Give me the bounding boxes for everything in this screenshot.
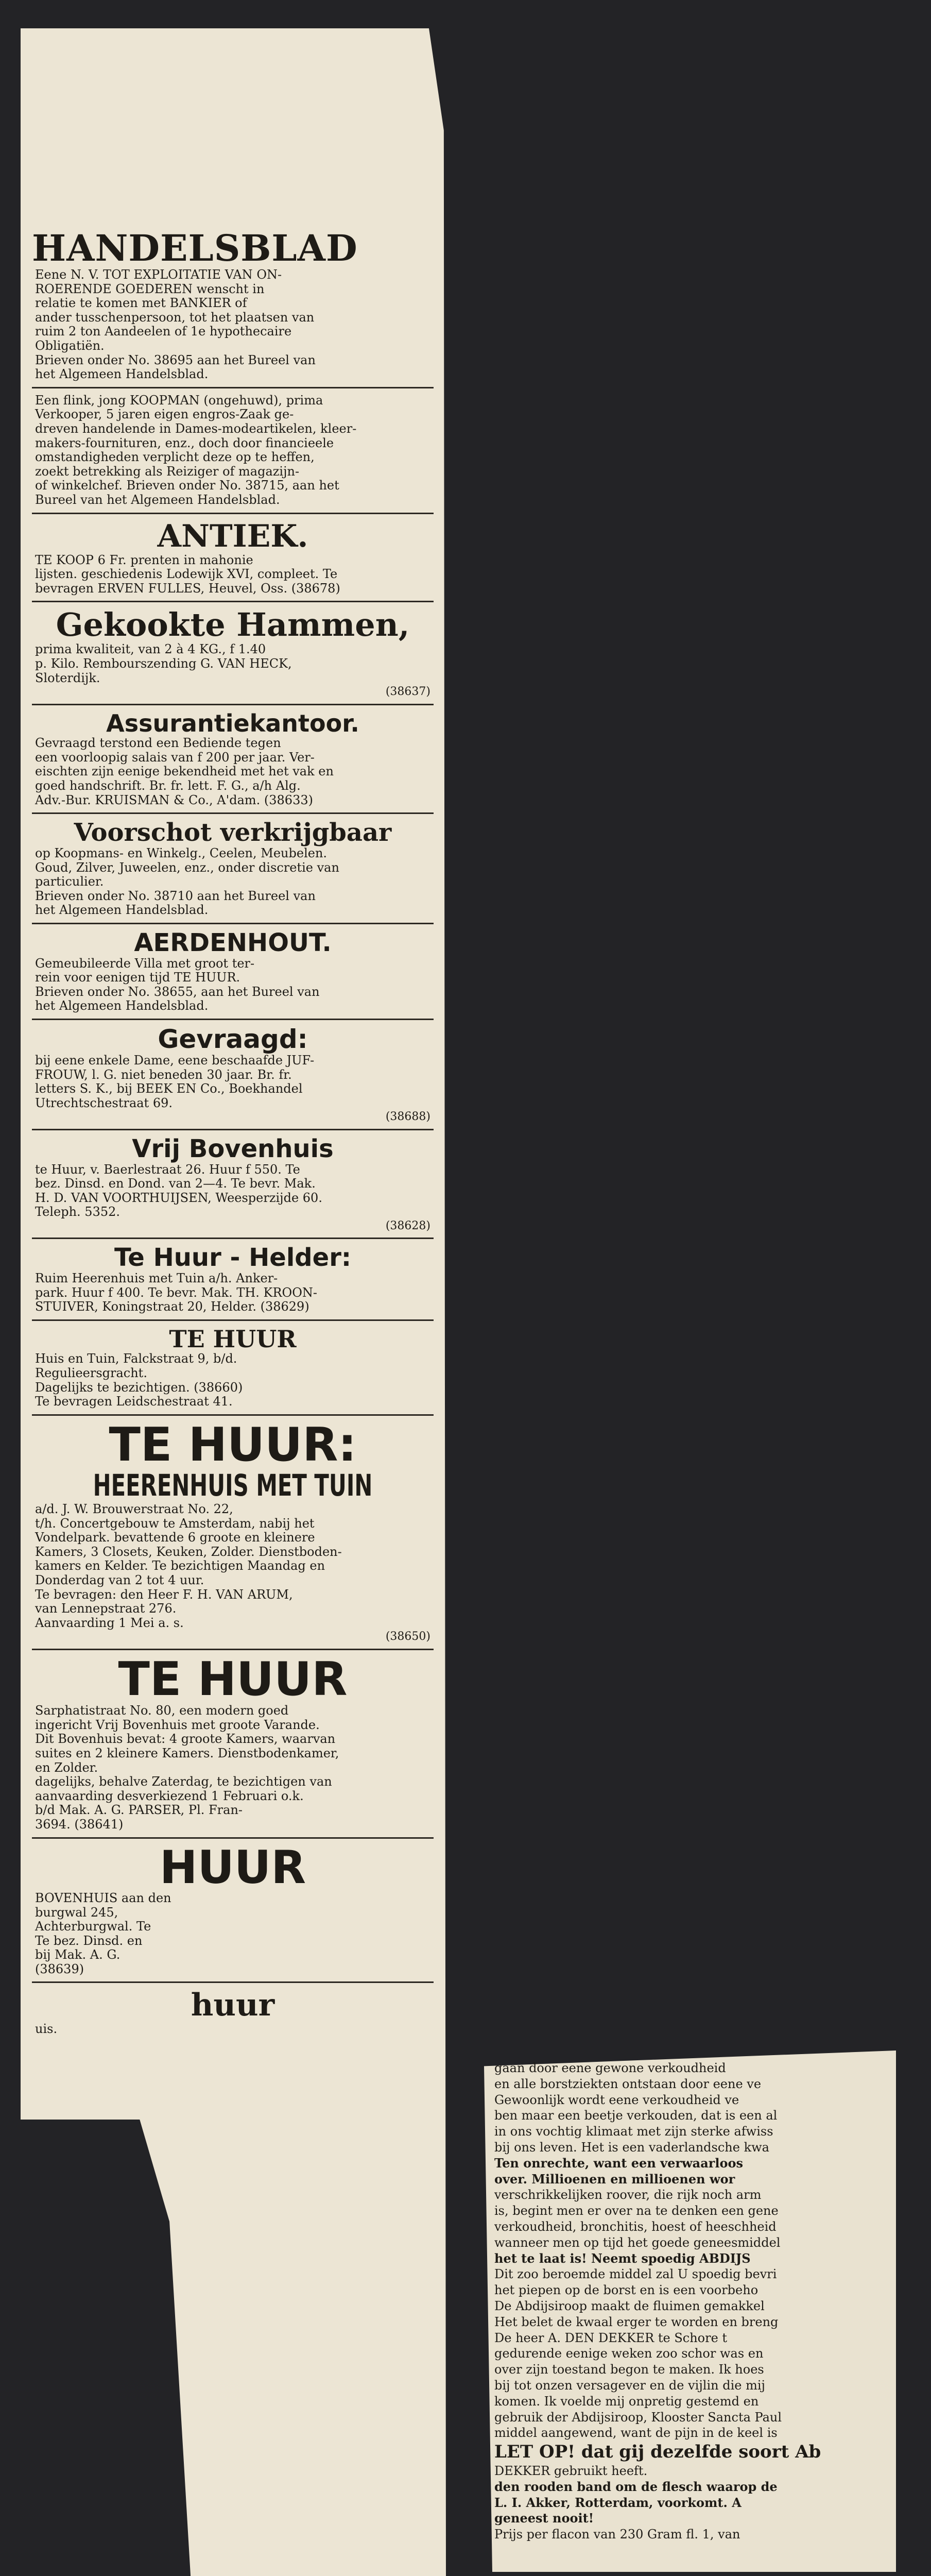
right-column-line: wanneer men op tijd het goede geneesmiddel xyxy=(494,2235,781,2250)
right-column-line: en alle borstziekten ontstaan door eene ve xyxy=(494,2076,762,2091)
right-column-line: het te laat is! Neemt spoedig ABDIJS xyxy=(494,2250,751,2266)
ad-divider xyxy=(32,1238,434,1239)
advertisement-column xyxy=(32,268,434,2037)
right-column-line: DEKKER gebruikt heeft. xyxy=(494,2463,648,2478)
ad-text-line: particulier. xyxy=(35,874,104,889)
advertisement xyxy=(32,607,434,698)
ad-text-line: op Koopmans- en Winkelg., Ceelen, Meubelen. xyxy=(35,845,327,860)
ad-text-line: ROERENDE GOEDEREN wenscht in xyxy=(35,281,265,296)
ad-text-line: dreven handelende in Dames-modeartikelen, kleer- xyxy=(35,421,357,436)
ad-text-line: burgwal 245, xyxy=(35,1905,118,1920)
ad-text-line: Aanvaarding 1 Mei a. s. xyxy=(35,1615,184,1630)
ad-text-line: en Zolder. xyxy=(35,1760,98,1775)
ad-text-line: (38639) xyxy=(35,1961,84,1976)
right-column-line: is, begint men er over na te denken een gene xyxy=(494,2204,779,2218)
advertisement xyxy=(32,710,434,808)
right-column-line: over zijn toestand begon te maken. Ik hoes xyxy=(494,2362,764,2377)
ad-headline: Vrij Bovenhuis xyxy=(132,1134,334,1163)
right-column-line: verschrikkelijken roover, die rijk noch arm xyxy=(494,2188,762,2202)
ad-text-line: bez. Dinsd. en Dond. van 2—4. Te bevr. Mak. xyxy=(35,1176,316,1191)
right-column-line: bij ons leven. Het is een vaderlandsche kwa xyxy=(494,2140,769,2155)
advertisement-right-column xyxy=(494,2061,886,2543)
right-column-line: den rooden band om de flesch waarop de xyxy=(494,2479,778,2494)
ad-text-line: suites en 2 kleinere Kamers. Dienstbodenkamer, xyxy=(35,1745,339,1760)
advertisement xyxy=(32,1840,434,1977)
ad-text-line: Dit Bovenhuis bevat: 4 groote Kamers, waarvan xyxy=(35,1732,336,1747)
right-column-line: geneest nooit! xyxy=(494,2511,594,2526)
ad-headline: ANTIEK. xyxy=(157,518,308,554)
ad-text-line: dagelijks, behalve Zaterdag, te bezichtigen van xyxy=(35,1774,332,1789)
advertisement xyxy=(32,1652,434,1832)
ad-divider xyxy=(32,1981,434,1983)
ad-text-line: zoekt betrekking als Reiziger of magazijn- xyxy=(35,464,300,479)
ad-text-line: goed handschrift. Br. fr. lett. F. G., a/h Alg. xyxy=(35,778,301,793)
advertisement xyxy=(32,1988,434,2037)
ad-headline: TE HUUR xyxy=(118,1652,348,1706)
ad-text-line: a/d. J. W. Brouwerstraat No. 22, xyxy=(35,1502,233,1517)
right-column-line: De heer A. DEN DEKKER te Schore t xyxy=(494,2330,728,2345)
right-column-line: L. I. Akker, Rotterdam, voorkomt. A xyxy=(494,2495,742,2510)
ad-text-line: rein voor eenigen tijd TE HUUR. xyxy=(35,970,240,985)
ad-headline: Voorschot verkrijgbaar xyxy=(74,818,392,848)
advertisement xyxy=(32,268,434,382)
ad-text-line: Brieven onder No. 38655, aan het Bureel van xyxy=(35,984,320,999)
ad-divider xyxy=(32,812,434,814)
ad-headline: HUUR xyxy=(159,1840,306,1894)
advertisement xyxy=(32,1326,434,1409)
ad-text-line: aanvaarding desverkiezend 1 Februari o.k. xyxy=(35,1788,304,1803)
ad-reference-number: (38688) xyxy=(385,1110,430,1124)
ad-text-line: Utrechtschestraat 69. xyxy=(35,1095,173,1110)
ad-text-line: Achterburgwal. Te xyxy=(35,1919,151,1934)
ad-divider xyxy=(32,387,434,388)
ad-text-line: Goud, Zilver, Juweelen, enz., onder discretie van xyxy=(35,860,339,875)
ad-headline: Te Huur - Helder: xyxy=(114,1243,352,1273)
ad-text-line: Te bevragen: den Heer F. H. VAN ARUM, xyxy=(35,1587,293,1602)
ad-divider xyxy=(32,1414,434,1416)
ad-text-line: bij eene enkele Dame, eene beschaafde JUF- xyxy=(35,1053,315,1068)
ad-text-line: Donderdag van 2 tot 4 uur. xyxy=(35,1573,204,1587)
ad-reference-number: (38628) xyxy=(385,1219,430,1232)
ad-headline: TE HUUR xyxy=(169,1325,297,1353)
ad-text-line: Vondelpark. bevattende 6 groote en kleinere xyxy=(35,1530,315,1545)
ad-text-line: Te bevragen Leidschestraat 41. xyxy=(35,1394,233,1409)
ad-text-line: Huis en Tuin, Falckstraat 9, b/d. xyxy=(35,1351,237,1366)
ad-text-line: Ruim Heerenhuis met Tuin a/h. Anker- xyxy=(35,1270,278,1285)
ad-text-line: een voorloopig salais van f 200 per jaar. Ver- xyxy=(35,750,315,765)
ad-text-line: Brieven onder No. 38710 aan het Bureel van xyxy=(35,888,316,903)
right-column-line: LET OP! dat gij dezelfde soort Ab xyxy=(494,2442,821,2463)
ad-text-line: Te bez. Dinsd. en xyxy=(35,1933,143,1948)
ad-text-line: Regulieersgracht. xyxy=(35,1365,147,1380)
ad-headline: AERDENHOUT. xyxy=(134,928,332,957)
ad-divider xyxy=(32,1019,434,1020)
advertisement xyxy=(32,1025,434,1124)
right-column-line: middel aangewend, want de pijn in de keel is xyxy=(494,2426,778,2441)
ad-text-line: letters S. K., bij BEEK EN Co., Boekhandel xyxy=(35,1081,303,1096)
ad-text-line: eischten zijn eenige bekendheid met het vak en xyxy=(35,764,334,779)
right-column-line: verkoudheid, bronchitis, hoest of heeschheid xyxy=(494,2219,777,2234)
ad-text-line: bevragen ERVEN FULLES, Heuvel, Oss. (38678) xyxy=(35,581,340,596)
ad-text-line: TE KOOP 6 Fr. prenten in mahonie xyxy=(35,552,253,567)
right-column-line: Prijs per flacon van 230 Gram fl. 1, van xyxy=(494,2527,740,2542)
ad-text-line: Eene N. V. TOT EXPLOITATIE VAN ON- xyxy=(35,267,282,282)
ad-text-line: ruim 2 ton Aandeelen of 1e hypothecaire xyxy=(35,324,292,339)
right-column-line: in ons vochtig klimaat met zijn sterke afwiss xyxy=(494,2124,773,2139)
ad-text-line: ander tusschenpersoon, tot het plaatsen van xyxy=(35,310,315,325)
advertisement xyxy=(32,394,434,507)
ad-text-line: Sloterdijk. xyxy=(35,670,100,685)
ad-divider xyxy=(32,1129,434,1130)
ad-text-line: Bureel van het Algemeen Handelsblad. xyxy=(35,492,280,507)
right-column-line: ben maar een beetje verkouden, dat is een al xyxy=(494,2108,778,2123)
ad-text-line: STUIVER, Koningstraat 20, Helder. (38629) xyxy=(35,1299,309,1314)
ad-text-line: park. Huur f 400. Te bevr. Mak. TH. KROON- xyxy=(35,1285,318,1300)
ad-text-line: prima kwaliteit, van 2 à 4 KG., f 1.40 xyxy=(35,642,266,657)
ad-divider xyxy=(32,601,434,602)
right-column-line: De Abdijsiroop maakt de fluimen gemakkel xyxy=(494,2298,765,2313)
ad-text-line: relatie te komen met BANKIER of xyxy=(35,296,247,311)
ad-text-line: Dagelijks te bezichtigen. (38660) xyxy=(35,1380,243,1395)
ad-text-line: uis. xyxy=(35,2022,58,2037)
ad-text-line: Obligatiën. xyxy=(35,338,105,353)
right-column-line: over. Millioenen en millioenen wor xyxy=(494,2171,735,2187)
advertisement xyxy=(32,1136,434,1232)
ad-headline: TE HUUR: xyxy=(109,1417,357,1472)
right-column-line: gedurende eenige weken zoo schor was en xyxy=(494,2346,764,2361)
ad-text-line: bij Mak. A. G. xyxy=(35,1947,120,1962)
ad-headline: Gevraagd: xyxy=(158,1024,308,1055)
ad-text-line: Kamers, 3 Closets, Keuken, Zolder. Dienstboden- xyxy=(35,1544,342,1559)
ad-divider xyxy=(32,1319,434,1321)
ad-text-line: makers-fournituren, enz., doch door financieele xyxy=(35,435,334,450)
right-column-line: Ten onrechte, want een verwaarloos xyxy=(494,2155,744,2171)
ad-headline: Gekookte Hammen, xyxy=(56,606,410,644)
ad-text-line: kamers en Kelder. Te bezichtigen Maandag en xyxy=(35,1558,325,1573)
ad-text-line: het Algemeen Handelsblad. xyxy=(35,367,209,382)
ad-divider xyxy=(32,1837,434,1839)
ad-headline: huur xyxy=(191,1987,275,2024)
ad-text-line: ingericht Vrij Bovenhuis met groote Varande. xyxy=(35,1717,320,1732)
ad-divider xyxy=(32,513,434,514)
advertisement xyxy=(32,819,434,918)
right-column-line: Het belet de kwaal erger te worden en breng xyxy=(494,2314,779,2329)
right-column-line: komen. Ik voelde mij onpretig gestemd en xyxy=(494,2394,759,2409)
ad-text-line: t/h. Concertgebouw te Amsterdam, nabij het xyxy=(35,1516,315,1531)
ad-text-line: Brieven onder No. 38695 aan het Bureel van xyxy=(35,352,316,367)
ad-text-line: omstandigheden verplicht deze op te heffen, xyxy=(35,450,315,465)
ad-text-line: p. Kilo. Rembourszending G. VAN HECK, xyxy=(35,656,292,671)
ad-text-line: Verkooper, 5 jaren eigen engros-Zaak ge- xyxy=(35,407,294,422)
ad-text-line: Gevraagd terstond een Bediende tegen xyxy=(35,736,281,751)
advertisement xyxy=(32,1417,434,1643)
ad-reference-number: (38650) xyxy=(385,1630,430,1643)
ad-text-line: Teleph. 5352. xyxy=(35,1205,120,1219)
masthead: HANDELSBLAD xyxy=(32,227,358,269)
ad-text-line: het Algemeen Handelsblad. xyxy=(35,903,209,918)
right-column-line: Dit zoo beroemde middel zal U spoedig bevri xyxy=(494,2267,777,2282)
ad-text-line: lijsten. geschiedenis Lodewijk XVI, compleet. Te xyxy=(35,567,338,582)
ad-headline: Assurantiekantoor. xyxy=(106,709,359,737)
ad-text-line: Een flink, jong KOOPMAN (ongehuwd), prima xyxy=(35,393,323,408)
ad-reference-number: (38637) xyxy=(385,685,430,699)
ad-text-line: te Huur, v. Baerlestraat 26. Huur f 550. Te xyxy=(35,1162,300,1177)
ad-divider xyxy=(32,1649,434,1650)
ad-text-line: van Lennepstraat 276. xyxy=(35,1601,177,1616)
advertisement xyxy=(32,519,434,596)
advertisement xyxy=(32,929,434,1013)
right-column-line: Gewoonlijk wordt eene verkoudheid ve xyxy=(494,2092,739,2107)
right-column-line: gaan door eene gewone verkoudheid xyxy=(494,2061,726,2075)
ad-text-line: BOVENHUIS aan den xyxy=(35,1890,171,1905)
right-column-line: het piepen op de borst en is een voorbeho xyxy=(494,2283,758,2298)
ad-text-line: FROUW, l. G. niet beneden 30 jaar. Br. fr. xyxy=(35,1067,292,1082)
right-column-line: gebruik der Abdijsiroop, Klooster Sancta Paul xyxy=(494,2410,782,2425)
ad-divider xyxy=(32,704,434,705)
ad-text-line: 3694. (38641) xyxy=(35,1817,124,1832)
advertisement xyxy=(32,1244,434,1314)
right-column-line: bij tot onzen versagever en de vijlin die mij xyxy=(494,2378,765,2393)
ad-text-line: het Algemeen Handelsblad. xyxy=(35,998,209,1013)
ad-text-line: b/d Mak. A. G. PARSER, Pl. Fran- xyxy=(35,1803,243,1818)
ad-subheadline: HEERENHUIS MET TUIN xyxy=(93,1468,373,1503)
ad-divider xyxy=(32,923,434,924)
ad-text-line: Sarphatistraat No. 80, een modern goed xyxy=(35,1703,289,1718)
ad-text-line: of winkelchef. Brieven onder No. 38715, aan het xyxy=(35,478,339,493)
ad-text-line: H. D. VAN VOORTHUIJSEN, Weesperzijde 60. xyxy=(35,1190,322,1205)
ad-text-line: Adv.-Bur. KRUISMAN & Co., A'dam. (38633) xyxy=(35,792,313,807)
ad-text-line: Gemeubileerde Villa met groot ter- xyxy=(35,956,255,971)
